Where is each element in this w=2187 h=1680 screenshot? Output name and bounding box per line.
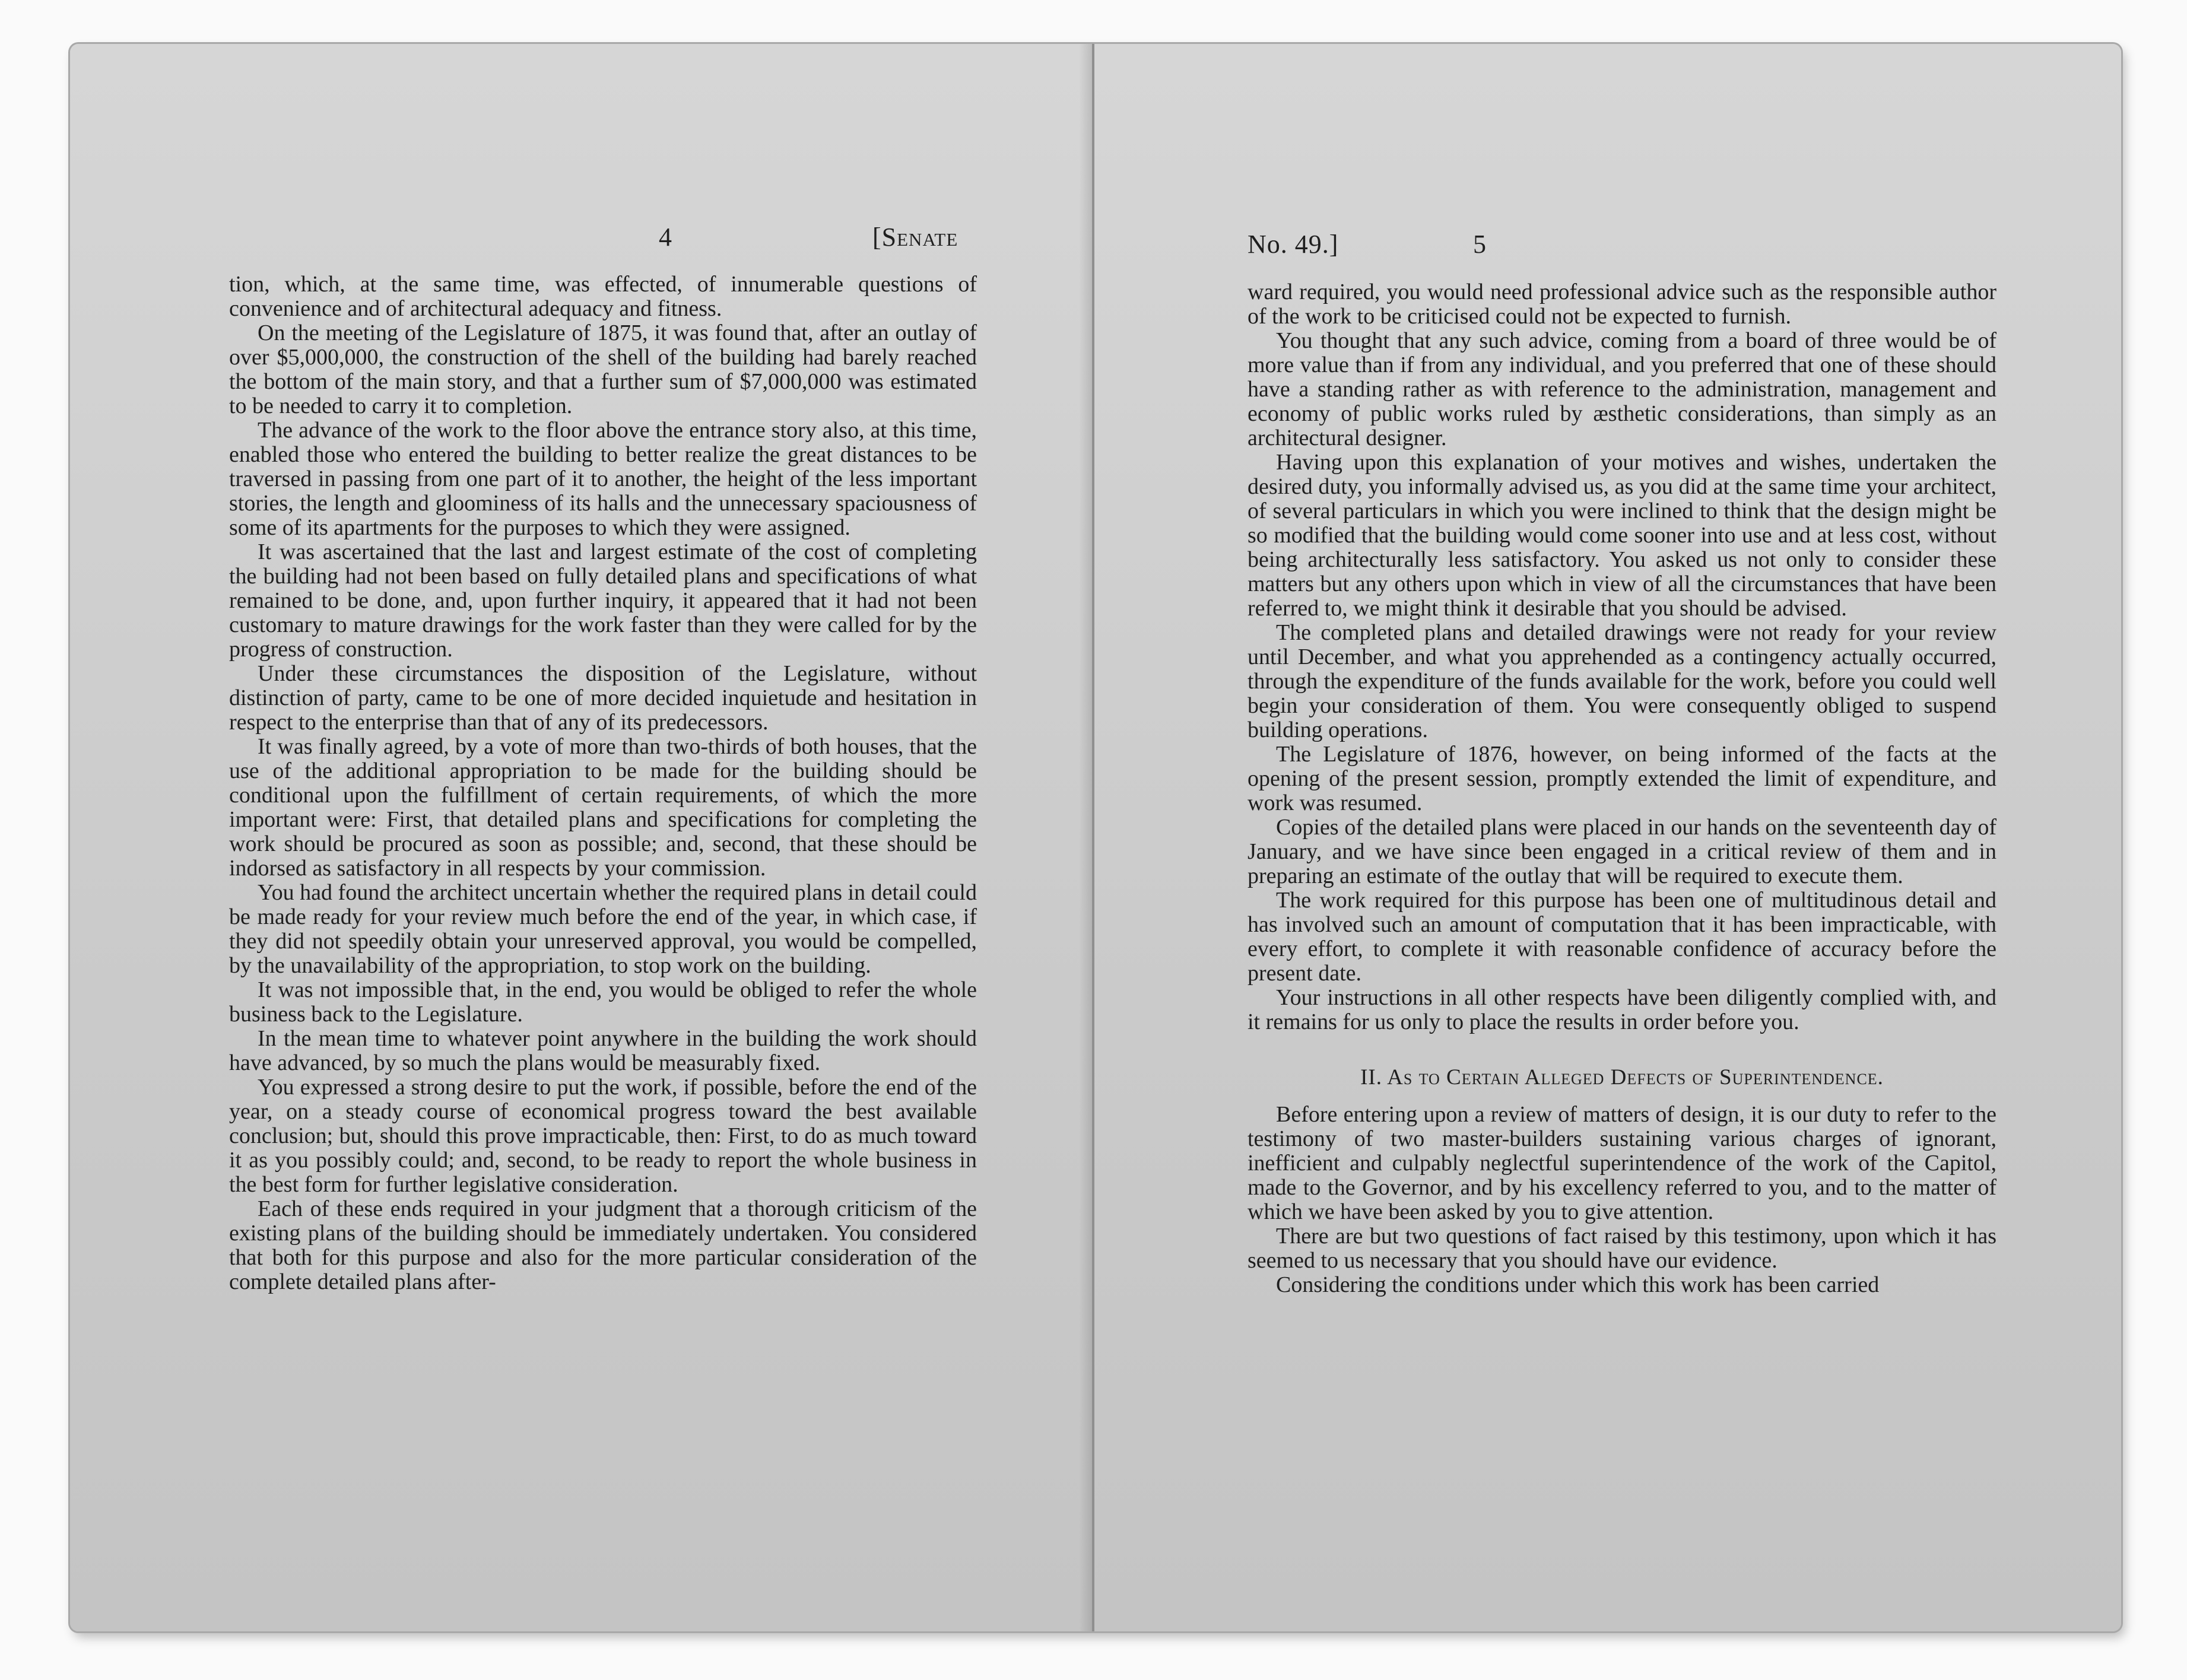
- right-running-head: No. 49.]: [1248, 230, 1339, 259]
- paragraph: There are but two questions of fact raised by this testimony, upon which it has seemed to us necessary that you should have our evidence.: [1248, 1224, 1996, 1273]
- paragraph: Under these circumstances the disposition of the Legislature, without distinction of party, came to be one of more decided inquietude and hesitation in respect to the enterprise than that of any of its predecessors.: [229, 661, 977, 735]
- right-body-text: [1248, 280, 1996, 1297]
- paragraph: The completed plans and detailed drawings were not ready for your review until December, and what you apprehended as a contingency actually occurred, through the expenditure of the funds available for the work, before you could well begin your consideration of them. You were consequently obliged to suspend building operations.: [1248, 620, 1996, 742]
- paragraph: Your instructions in all other respects have been diligently complied with, and it remains for us only to place the results in order before you.: [1248, 985, 1996, 1034]
- paragraph: Copies of the detailed plans were placed in our hands on the seventeenth day of January, and we have since been engaged in a critical review of them and in preparing an estimate of the outlay that will be required to execute them.: [1248, 815, 1996, 888]
- paragraph: You expressed a strong desire to put the work, if possible, before the end of the year, on a steady course of economical progress toward the best available conclusion; but, should this prove impracticable, then: First, to do as much toward it as you possibly could; and, second, to be ready to report the whole business in the best form for further legislative consideration.: [229, 1075, 977, 1197]
- paragraph: It was not impossible that, in the end, you would be obliged to refer the whole business back to the Legislature.: [229, 977, 977, 1027]
- paragraph: tion, which, at the same time, was effected, of innumerable questions of convenience and of architectural adequacy and fitness.: [229, 272, 977, 321]
- paragraph: Before entering upon a review of matters of design, it is our duty to refer to the testimony of two master-builders sustaining various charges of ignorant, inefficient and culpably neglectful superintendence of the work of the Capitol, made to the Governor, and by his excellency referred to you, and to the matter of which we have been asked by you to give attention.: [1248, 1102, 1996, 1224]
- paragraph: The Legislature of 1876, however, on being informed of the facts at the opening of the present session, promptly extended the limit of expenditure, and work was resumed.: [1248, 742, 1996, 815]
- left-body-text: [229, 272, 977, 1294]
- document-spread: [70, 44, 2121, 1631]
- paragraph: You had found the architect uncertain whether the required plans in detail could be made ready for your review much before the end of the year, in which case, if they did not speedily obtain your unreserved approval, you would be compelled, by the unavailability of the appropriation, to stop work on the building.: [229, 880, 977, 978]
- right-page: [1092, 44, 2121, 1631]
- paragraph: ward required, you would need professional advice such as the responsible author of the work to be criticised could not be expected to furnish.: [1248, 280, 1996, 329]
- left-page-number: 4: [659, 223, 672, 252]
- paragraph: The advance of the work to the floor above the entrance story also, at this time, enabled those who entered the building to better realize the great distances to be traversed in passing from one part of it to another, the height of the less important stories, the length and gloominess of its halls and the unnecessary spaciousness of some of its apartments for the purposes to which they were assigned.: [229, 418, 977, 540]
- right-page-number: 5: [1473, 230, 1487, 259]
- paragraph: The work required for this purpose has been one of multitudinous detail and has involved such an amount of computation that it has been impracticable, with every effort, to complete it with reasonable confidence of accuracy before the present date.: [1248, 888, 1996, 986]
- paragraph: You thought that any such advice, coming from a board of three would be of more value than if from any individual, and you preferred that one of these should have a standing rather as with reference to the administration, management and economy of public works ruled by æsthetic considerations, than simply as an architectural designer.: [1248, 328, 1996, 450]
- left-page: [70, 44, 1092, 1631]
- left-running-head: [Senate: [872, 223, 958, 252]
- paragraph: It was finally agreed, by a vote of more than two-thirds of both houses, that the use of the additional appropriation to be made for the building should be conditional upon the fulfillment of certain requirements, of which the more important were: First, that detailed plans and specifications for completing the work should be procured as soon as possible; and, second, that these should be indorsed as satisfactory in all respects by your commission.: [229, 734, 977, 881]
- paragraph: On the meeting of the Legislature of 1875, it was found that, after an outlay of over $5,000,000, the construction of the shell of the building had barely reached the bottom of the main story, and that a further sum of $7,000,000 was estimated to be needed to carry it to completion.: [229, 320, 977, 418]
- paragraph: It was ascertained that the last and largest estimate of the cost of completing the building had not been based on fully detailed plans and specifications of what remained to be done, and, upon further inquiry, it appeared that it had not been customary to mature drawings for the work faster than they were called for by the progress of construction.: [229, 539, 977, 662]
- paragraph: Considering the conditions under which this work has been carried: [1276, 1272, 1880, 1297]
- paragraph: Each of these ends required in your judgment that a thorough criticism of the existing plans of the building should be immediately undertaken. You considered that both for this purpose and also for the more particular consideration of the complete detailed plans after-: [229, 1196, 977, 1294]
- paragraph: In the mean time to whatever point anywhere in the building the work should have advanced, by so much the plans would be measurably fixed.: [229, 1026, 977, 1075]
- paragraph: Having upon this explanation of your motives and wishes, undertaken the desired duty, you informally advised us, as you did at the same time your architect, of several particulars in which you were inclined to think that the design might be so modified that the building would come sooner into use and at less cost, without being architecturally less satisfactory. You asked us not only to consider these matters but any others upon which in view of all the circumstances that have been referred to, we might think it desirable that you should be advised.: [1248, 450, 1996, 621]
- section-heading: II. As to Certain Alleged Defects of Superintendence.: [1360, 1065, 1884, 1090]
